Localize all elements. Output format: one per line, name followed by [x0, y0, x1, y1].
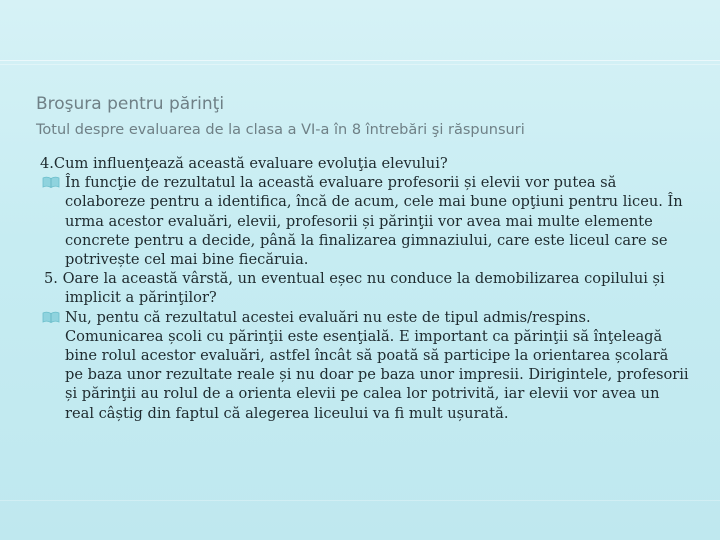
decorative-line: [0, 60, 720, 61]
question-4-text: 4.Cum influenţează această evaluare evoluţia elevului?: [40, 155, 448, 172]
question-5-text: 5. Oare la această vârstă, un eventual eșec nu conduce la demobilizarea copilului și implicit a părinţilor?: [44, 270, 665, 307]
open-book-bullet-icon: [42, 309, 60, 325]
answer-5-text: Nu, pentu că rezultatul acestei evaluări nu este de tipul admis/respins. Comunicarea școli cu părinţii este esenţială. E important ca părinţii să înţeleagă bine rolul acestor evaluări, astfel încât să poată să participe la orientarea școlară pe baza unor rezultate reale și nu doar pe baza unor impresii. Dirigintele, profesorii și părinţii au rolul de a orienta elevii pe calea lor potrivită, iar elevii vor avea un real câștig din faptul că alegerea liceului va fi mult ușurată.: [65, 308, 689, 422]
question-4: [40, 154, 690, 173]
answer-4: [40, 173, 690, 269]
slide-title: Broşura pentru părinţi: [36, 94, 225, 114]
open-book-bullet-icon: [42, 174, 60, 190]
slide-subtitle: Totul despre evaluarea de la clasa a VI-a în 8 întrebări şi răspunsuri: [36, 122, 525, 138]
answer-5: [40, 308, 690, 423]
decorative-line: [0, 64, 720, 65]
answer-4-text: În funcţie de rezultatul la această evaluare profesorii și elevii vor putea să colaboreze pentru a identifica, încă de acum, cele mai bune opţiuni pentru liceu. În urma acestor evaluări, elevii, profesorii și părinţii vor avea mai multe elemente concrete pentru a decide, până la finalizarea gimnaziului, care este liceul care se potrivește cel mai bine fiecăruia.: [65, 174, 683, 269]
question-5: [40, 269, 690, 307]
decorative-line: [0, 500, 720, 501]
slide-body: [40, 154, 690, 423]
